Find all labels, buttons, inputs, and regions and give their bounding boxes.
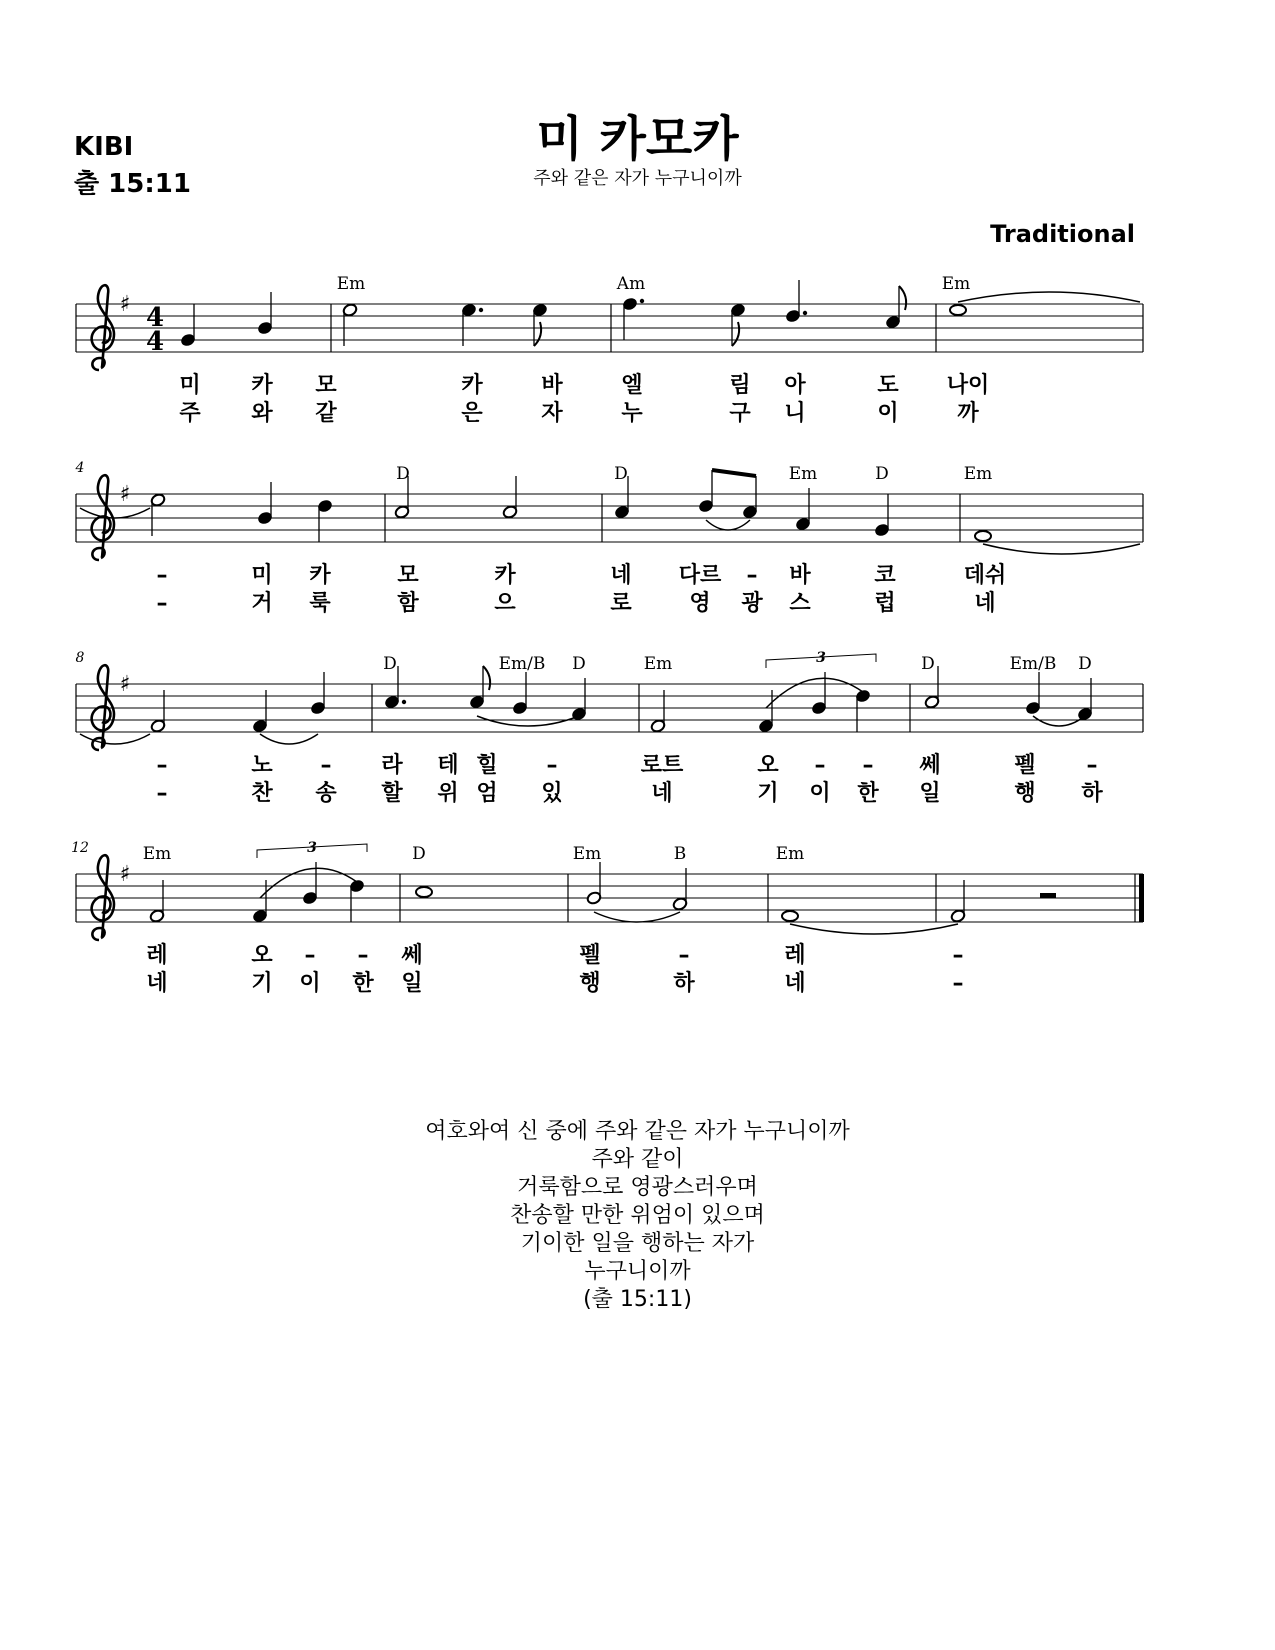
lyric-syllable: 힐	[476, 753, 498, 778]
sharp-icon: ♯	[119, 862, 131, 887]
chord-symbol: Em	[775, 844, 805, 864]
lyric-syllable: 네	[146, 971, 168, 996]
dot	[640, 299, 644, 303]
staff-system	[71, 840, 1144, 996]
lyric-syllable: 네	[610, 563, 632, 588]
lyric-syllable: 데쉬	[963, 563, 1007, 588]
lyric-syllable: –	[678, 943, 690, 968]
lyric-syllable: 미	[179, 373, 201, 398]
chord-symbol: B	[673, 844, 687, 864]
measure-number: 8	[75, 650, 85, 666]
lyric-syllable: 송	[315, 781, 337, 806]
note-flag	[732, 322, 739, 346]
staff-system	[76, 274, 1143, 426]
lyric-syllable: 행	[579, 971, 601, 996]
composer-label: Traditional	[990, 220, 1135, 248]
lyric-syllable: 같	[315, 401, 337, 426]
note-head	[975, 531, 991, 541]
lyric-syllable: 으	[494, 591, 516, 616]
measure-number: 4	[75, 460, 85, 476]
lyric-syllable: 엘	[621, 373, 643, 398]
tie	[80, 734, 150, 744]
source-label: KIBI	[74, 132, 134, 162]
lyric-syllable: 로	[610, 591, 632, 616]
lyric-syllable: 럽	[874, 591, 896, 616]
tie	[1033, 716, 1085, 726]
chord-symbol: Em/B	[498, 654, 546, 674]
lyric-syllable: 이	[809, 781, 831, 806]
lyric-syllable: 엄	[476, 781, 498, 806]
verse-line: 거룩함으로 영광스러우며	[517, 1175, 758, 1200]
chord-symbol: D	[412, 844, 426, 864]
lyric-syllable: 하	[673, 971, 695, 996]
lyric-syllable: 레	[784, 943, 806, 968]
lyric-syllable: –	[156, 563, 168, 588]
chord-symbol: D	[1078, 654, 1092, 674]
dot	[803, 311, 807, 315]
chord-symbol: Em	[941, 274, 971, 294]
lyric-syllable: 이	[877, 401, 899, 426]
lyric-syllable: –	[320, 753, 332, 778]
lyric-syllable: 미	[251, 563, 273, 588]
lyric-syllable: –	[156, 591, 168, 616]
lyric-syllable: 구	[729, 401, 751, 426]
lyric-syllable: 영	[689, 591, 711, 616]
chord-symbol: D	[614, 464, 628, 484]
tie	[594, 912, 680, 922]
note-head	[950, 305, 966, 315]
lyric-syllable: 있	[541, 781, 563, 806]
scripture-reference: 출 15:11	[74, 169, 191, 199]
chord-symbol: D	[396, 464, 410, 484]
chord-symbol: Em	[788, 464, 818, 484]
scripture-verse	[0, 1118, 1275, 1314]
verse-line: 찬송할 만한 위엄이 있으며	[510, 1203, 765, 1228]
lyric-syllable: 쎄	[919, 753, 941, 778]
chord-symbol: D	[921, 654, 935, 674]
lyric-syllable: 카	[251, 373, 273, 398]
chord-symbol: Em	[142, 844, 172, 864]
sharp-icon: ♯	[119, 482, 131, 507]
lyric-syllable: 레	[146, 943, 168, 968]
lyric-syllable: 함	[397, 591, 419, 616]
time-signature-top: 4	[145, 303, 165, 333]
measure-number: 12	[71, 840, 89, 856]
lyric-syllable: –	[546, 753, 558, 778]
lyric-syllable: 기	[251, 971, 273, 996]
lyric-syllable: –	[814, 753, 826, 778]
lyric-syllable: –	[357, 943, 369, 968]
lyric-syllable: 노	[251, 753, 273, 778]
dot	[402, 700, 406, 704]
lyric-syllable: 아	[784, 373, 806, 398]
chord-symbol: Em	[572, 844, 602, 864]
lyric-syllable: 펠	[579, 943, 601, 968]
lyric-syllable: –	[862, 753, 874, 778]
note-beam	[712, 470, 756, 476]
lyric-syllable: 하	[1081, 781, 1103, 806]
staff-system	[75, 460, 1143, 616]
lyric-syllable: –	[952, 943, 964, 968]
lyric-syllable: 오	[757, 753, 779, 778]
page-subtitle: 주와 같은 자가 누구니이까	[533, 168, 742, 189]
note-flag	[899, 286, 906, 310]
lyric-syllable: 로트	[640, 753, 684, 778]
note-head	[416, 887, 432, 897]
lyric-syllable: 한	[352, 971, 374, 996]
chord-symbol: D	[572, 654, 586, 674]
lyric-syllable: 오	[251, 943, 273, 968]
lyric-syllable: 거	[251, 591, 273, 616]
lyric-syllable: 네	[651, 781, 673, 806]
lyric-syllable: 누	[621, 401, 643, 426]
sharp-icon: ♯	[119, 672, 131, 697]
chord-symbol: Em	[643, 654, 673, 674]
lyric-syllable: –	[952, 971, 964, 996]
tuplet-number: 3	[816, 650, 826, 666]
lyric-syllable: 네	[784, 971, 806, 996]
lyric-syllable: 펠	[1014, 753, 1036, 778]
lyric-syllable: 바	[789, 563, 811, 588]
lyric-syllable: 까	[957, 401, 979, 426]
sharp-icon: ♯	[119, 292, 131, 317]
page-title: 미 카모카	[536, 111, 739, 167]
lyric-syllable: 림	[729, 373, 751, 398]
verse-line: 여호와여 신 중에 주와 같은 자가 누구니이까	[425, 1119, 850, 1144]
half-rest-icon	[1040, 893, 1056, 898]
lyric-syllable: 스	[789, 591, 811, 616]
tie	[706, 520, 750, 530]
lyric-syllable: 한	[857, 781, 879, 806]
lyric-syllable: 룩	[309, 591, 331, 616]
chord-symbol: Em/B	[1009, 654, 1057, 674]
final-barline-thick	[1139, 874, 1144, 922]
lyric-syllable: 와	[251, 401, 273, 426]
tie	[260, 734, 318, 744]
tie	[983, 544, 1140, 554]
lyric-syllable: 바	[541, 373, 563, 398]
lyric-syllable: 은	[461, 401, 483, 426]
lyric-syllable: –	[304, 943, 316, 968]
slur	[766, 678, 863, 708]
chord-symbol: Em	[336, 274, 366, 294]
chord-symbol: Am	[616, 274, 646, 294]
lyric-syllable: 쎄	[401, 943, 423, 968]
chord-symbol: D	[875, 464, 889, 484]
lyric-syllable: –	[746, 563, 758, 588]
lyric-syllable: 나이	[946, 373, 990, 398]
verse-line: 기이한 일을 행하는 자가	[520, 1231, 755, 1256]
lyric-syllable: 자	[541, 401, 563, 426]
lyric-syllable: 기	[757, 781, 779, 806]
lyric-syllable: 찬	[251, 781, 273, 806]
lyric-syllable: –	[156, 781, 168, 806]
time-signature-bottom: 4	[145, 327, 165, 357]
tie	[958, 292, 1140, 302]
lyric-syllable: 다르	[678, 563, 722, 588]
lyric-syllable: 행	[1014, 781, 1036, 806]
lyric-syllable: 위	[437, 781, 459, 806]
lyric-syllable: 모	[397, 563, 419, 588]
note-head	[782, 911, 798, 921]
verse-line: (출 15:11)	[583, 1287, 692, 1312]
verse-line: 누구니이까	[584, 1259, 691, 1284]
lyric-syllable: –	[156, 753, 168, 778]
lyric-syllable: 니	[784, 401, 806, 426]
lyric-syllable: 이	[299, 971, 321, 996]
lyric-syllable: 주	[179, 401, 201, 426]
lyric-syllable: 라	[381, 753, 403, 778]
note-flag	[534, 322, 541, 346]
lyric-syllable: –	[1086, 753, 1098, 778]
lyric-syllable: 테	[437, 753, 459, 778]
lyric-syllable: 카	[461, 373, 483, 398]
lyric-syllable: 도	[877, 373, 899, 398]
lyric-syllable: 일	[919, 781, 941, 806]
lyric-syllable: 모	[315, 373, 337, 398]
staff-system	[76, 650, 1143, 806]
verse-line: 주와 같이	[591, 1147, 684, 1172]
lyric-syllable: 코	[874, 563, 896, 588]
lyric-syllable: 일	[401, 971, 423, 996]
tie	[80, 508, 150, 518]
lyric-syllable: 광	[741, 591, 763, 616]
lyric-syllable: 네	[974, 591, 996, 616]
tie	[477, 716, 579, 726]
tie	[790, 924, 958, 934]
chord-symbol: D	[383, 654, 397, 674]
lyric-syllable: 카	[494, 563, 516, 588]
chord-symbol: Em	[963, 464, 993, 484]
lyric-syllable: 할	[381, 781, 403, 806]
dot	[479, 308, 483, 312]
note-flag	[483, 666, 490, 690]
lyric-syllable: 카	[309, 563, 331, 588]
tuplet-number: 3	[307, 840, 317, 856]
